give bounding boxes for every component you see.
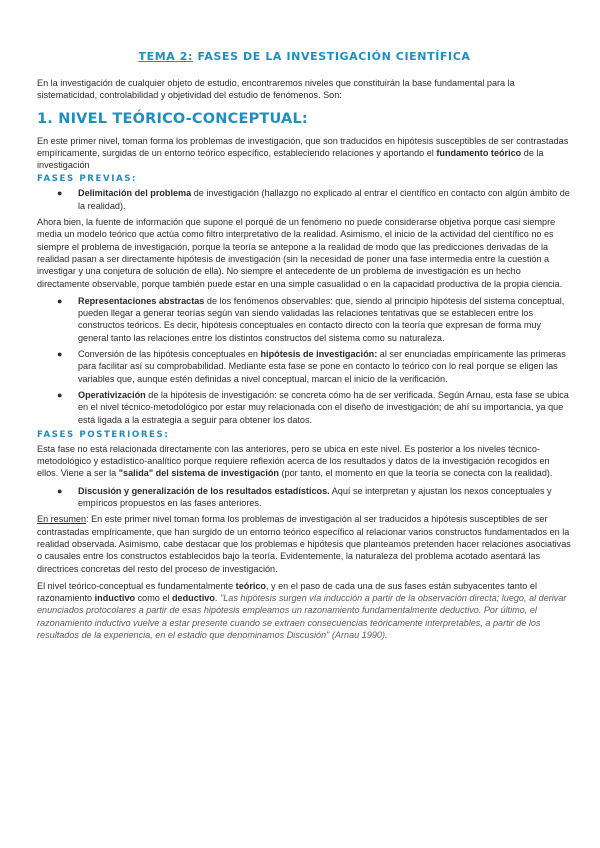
fases-posteriores-heading: FASES POSTERIORES: [37, 429, 170, 440]
summary-text: : En este primer nivel toman forma los problemas de investigación al ser traducidos a hipótesis susceptibles de ser contrastadas empíricamente, que han surgido de un entorno teórico específico al relacionar varios constructos fundamentados en la realidad observada. Asimismo, cabe destacar que los problemas e hipótesis que planteamos pretenden hacer relaciones asociativas o causales entre los constructos establecidos bajo la teoría. Evidentemente, la naturaleza del problema acotado asentará las directrices concretas del resto del proceso de investigación. [37, 514, 571, 574]
bullet-icon: ● [57, 188, 63, 199]
fases-previas-heading: FASES PREVIAS: [37, 174, 138, 185]
bullet-icon: ● [57, 389, 63, 400]
list-item [37, 389, 572, 426]
list-item [37, 348, 572, 385]
bullet-icon: ● [57, 349, 63, 360]
bullet-text: Conversión de las hipótesis conceptuales en [78, 349, 261, 360]
bullet-icon: ● [57, 295, 63, 306]
title-prefix: TEMA 2: [138, 50, 194, 63]
summary-label: En resumen [37, 514, 87, 525]
section-heading: 1. NIVEL TEÓRICO-CONCEPTUAL: [37, 110, 308, 127]
p3-text: Esta fase no está relacionada directamente con las anteriores, pero se ubica en este nivel. Es posterior a los niveles técnico-metodológico y estadístico-analítico porque requiere reflexión acerca de los resultados y datos de la investigación recogidos en ellos. Viene a ser la [37, 443, 550, 479]
title-text: FASES DE LA INVESTIGACIÓN CIENTÍFICA [193, 50, 471, 63]
list-item [37, 187, 572, 212]
paragraph-1 [37, 135, 572, 172]
final-text: El nivel teórico-conceptual es fundamentalmente [37, 580, 236, 591]
p1-bold: fundamento teórico [436, 147, 522, 158]
intro-paragraph: En la investigación de cualquier objeto de estudio, encontraremos niveles que constituirán la base fundamental para la sistematicidad, controlabilidad y objetividad del estudio de fenómenos. Son: [37, 78, 515, 101]
bullet-icon: ● [57, 485, 63, 496]
bullet-list-1 [37, 187, 572, 212]
final-text: , y en el paso de cada una de sus fases están subyacentes tanto el razonamiento [37, 580, 537, 604]
bullet-text: Aquí se interpretan y ajustan los nexos conceptuales y empíricos propuestos en las fases anteriores. [78, 485, 552, 509]
bullet-list-2 [37, 295, 572, 426]
bullet-bold: Delimitación del problema [78, 188, 192, 199]
bullet-bold: Operativización [78, 389, 146, 400]
p1-text-end: de la investigación [37, 147, 544, 171]
arnau-quote: "Las hipótesis surgen vía inducción a partir de la observación directa; luego, al derivar enunciados protocolares a partir de esas hipótesis empleamos un razonamiento fundamentalmente deductivo. Por último, el razonamiento inductivo vuelve a estar presente cuando se extraen consecuencias teóricamente interpretables, a partir de los resultados de la experiencia, en el estadio que denominamos Discusión" (Arnau 1990). [37, 593, 567, 640]
document-title [37, 50, 572, 63]
bullet-text: de los fenómenos observables: que, siendo al principio hipótesis del sistema conceptual, pueden llegar a generar teorías según van siendo validadas las relaciones tentativas que se establecen entre los constructos teóricos. Es decir, hipótesis conceptuales en contacto directo con la teoría que expresan de forma muy general tanto las relaciones entre los distintos constructos del sistema como su naturaleza. [78, 295, 565, 343]
bullet-text: de investigación (hallazgo no explicado al entrar el científico en contacto con algún ámbito de la realidad). [78, 188, 570, 211]
bullet-list-3 [37, 485, 572, 510]
bullet-text: al ser enunciadas empíricamente las primeras para facilitar así su comprobabilidad. Mediante esta fase se pone en contacto lo teórico con lo real porque se eligen las variables que, aunque estén definidas a nivel conceptual, marcan el inicio de la verificación. [78, 349, 566, 384]
p3-bold: "salida" del sistema de investigación [118, 468, 279, 479]
summary-paragraph [37, 513, 572, 574]
paragraph-2: Ahora bien, la fuente de información que supone el porqué de un fenómeno no puede considerarse objetiva porque casi siempre media un modelo teórico que actúa como filtro interpretativo de la realidad. Asimismo, el inicio de la actividad del científico no es siempre el problema de investigación, porque la teoría se antepone a la realidad de modo que las predicciones derivadas de la realidad pasan a ser directamente hipótesis de investigación (sin la necesidad de poner una fase intermedia entre la cuestión a investigar y una conjetura de solución de ella). No siempre el antecedente de un problema de investigación es un hecho directamente observable, porque también puede estar en una simple casualidad o en la capacidad productiva de la propia ciencia. [37, 217, 563, 289]
bullet-text: de la hipótesis de investigación: se concreta cómo ha de ser verificada. Según Arnau, esta fase se ubica en el nivel técnico-metodológico por estar muy relacionada con el diseño de investigación; de ahí su importancia, ya que está ligada a la estrategia a seguir para obtener los datos. [78, 389, 569, 425]
final-text: . [214, 593, 220, 604]
final-paragraph [37, 580, 572, 641]
final-text: como el [135, 593, 172, 604]
final-bold: inductivo [94, 593, 136, 604]
bullet-bold: Discusión y generalización de los resultados estadísticos. [78, 485, 330, 496]
bullet-bold: Representaciones abstractas [78, 295, 205, 306]
final-bold: deductivo [171, 593, 215, 604]
bullet-bold: hipótesis de investigación: [260, 349, 378, 360]
p1-text: En este primer nivel, toman forma los problemas de investigación, que son traducidos en hipótesis susceptibles de ser contrastadas empíricamente, surgidas de un entorno teórico específico, estableciendo relaciones y aportando el [37, 135, 569, 158]
list-item [37, 485, 572, 510]
paragraph-3 [37, 443, 572, 480]
p3-text-end: (por tanto, el momento en que la teoría se conecta con la realidad). [278, 468, 553, 479]
final-bold: teórico [235, 580, 266, 591]
list-item [37, 295, 572, 344]
